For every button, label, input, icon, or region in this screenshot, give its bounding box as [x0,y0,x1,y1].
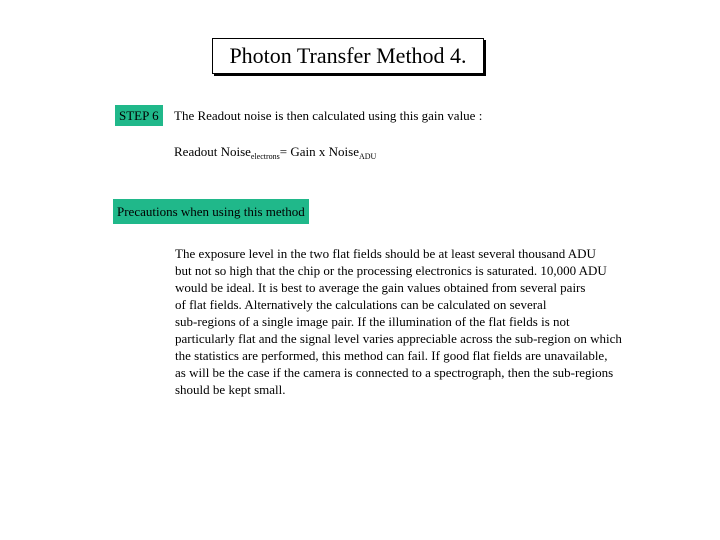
paragraph-line: but not so high that the chip or the processing electronics is saturated. 10,000 ADU [175,263,607,278]
paragraph-line: The exposure level in the two flat fields should be at least several thousand ADU [175,246,596,261]
step-badge: STEP 6 [115,105,163,126]
formula-left-subscript: electrons [250,152,280,161]
step-description: The Readout noise is then calculated using this gain value : [174,108,483,123]
paragraph-line: the statistics are performed, this method can fail. If good flat fields are unavailable, [175,348,608,363]
paragraph-line: as will be the case if the camera is connected to a spectrograph, then the sub-regions [175,365,614,380]
readout-noise-formula [174,144,376,165]
precautions-paragraph [175,245,675,398]
paragraph-line: should be kept small. [175,382,286,397]
paragraph-line: sub-regions of a single image pair. If the illumination of the flat fields is not [175,314,570,329]
paragraph-line: of flat fields. Alternatively the calculations can be calculated on several [175,297,547,312]
formula-left-term: Readout Noise [174,144,251,159]
paragraph-line: particularly flat and the signal level varies appreciable across the sub-region on which [175,331,622,346]
precautions-heading: Precautions when using this method [113,199,309,224]
formula-operator: = Gain x Noise [279,144,359,159]
slide-title: Photon Transfer Method 4. [212,38,484,74]
formula-right-subscript: ADU [358,152,377,161]
paragraph-line: would be ideal. It is best to average the gain values obtained from several pairs [175,280,586,295]
